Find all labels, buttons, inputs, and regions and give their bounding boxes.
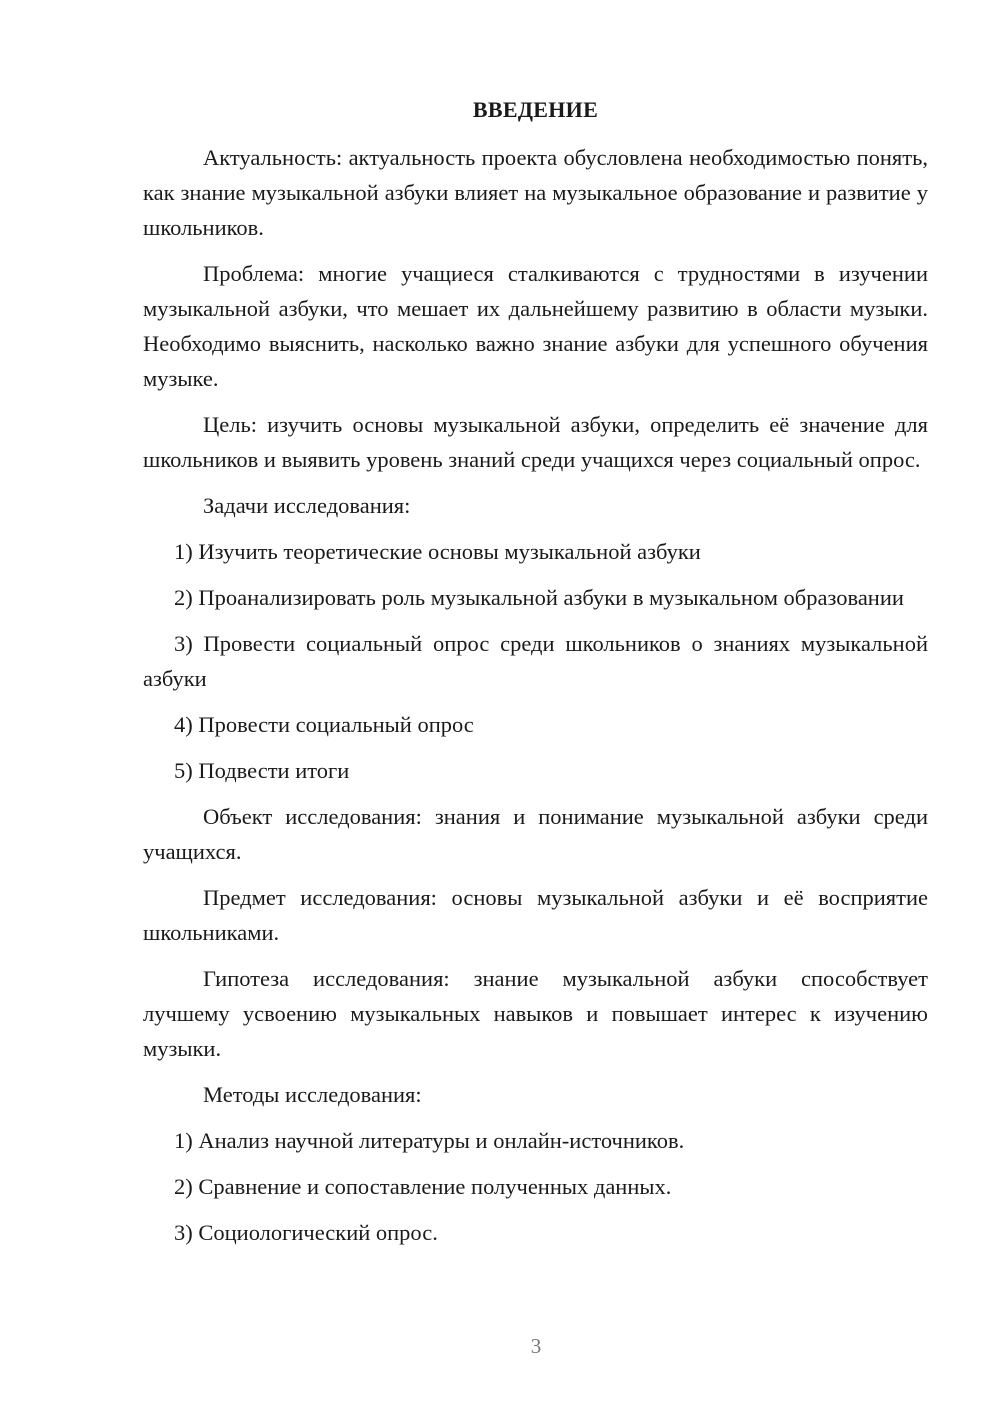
task-item-4: 4) Провести социальный опрос [174, 712, 474, 737]
task-item-5: 5) Подвести итоги [174, 758, 350, 783]
subject-paragraph: Предмет исследования: основы музыкальной азбуки и её восприятие школьниками. [143, 885, 928, 945]
task-item-2: 2) Проанализировать роль музыкальной азбуки в музыкальном образовании [174, 585, 904, 610]
relevance-paragraph: Актуальность: актуальность проекта обусловлена необходимостью понять, как знание музыкальной азбуки влияет на музыкальное образование и развитие у школьников. [143, 145, 928, 240]
tasks-list [143, 534, 928, 788]
method-item-3: 3) Социологический опрос. [174, 1220, 438, 1245]
page-title: ВВЕДЕНИЕ [472, 97, 599, 122]
methods-heading: Методы исследования: [203, 1082, 422, 1107]
hypothesis-paragraph: Гипотеза исследования: знание музыкальной азбуки способствует лучшему усвоению музыкальных навыков и повышает интерес к изучению музыки. [143, 966, 928, 1061]
method-item-1: 1) Анализ научной литературы и онлайн-источников. [174, 1128, 685, 1153]
method-item-2: 2) Сравнение и сопоставление полученных данных. [174, 1174, 672, 1199]
problem-paragraph: Проблема: многие учащиеся сталкиваются с трудностями в изучении музыкальной азбуки, что мешает их дальнейшему развитию в области музыки. Необходимо выяснить, насколько важно знание азбуки для успешного обучения музыке. [143, 261, 928, 391]
goal-paragraph: Цель: изучить основы музыкальной азбуки, определить её значение для школьников и выявить уровень знаний среди учащихся через социальный опрос. [143, 412, 928, 472]
document-page [143, 92, 928, 1261]
page-number: 3 [530, 1334, 542, 1358]
task-item-3: 3) Провести социальный опрос среди школьников о знаниях музыкальной азбуки [143, 631, 928, 691]
tasks-heading: Задачи исследования: [203, 493, 411, 518]
task-item-1: 1) Изучить теоретические основы музыкальной азбуки [174, 539, 701, 564]
object-paragraph: Объект исследования: знания и понимание музыкальной азбуки среди учащихся. [143, 804, 928, 864]
methods-list [143, 1123, 928, 1250]
